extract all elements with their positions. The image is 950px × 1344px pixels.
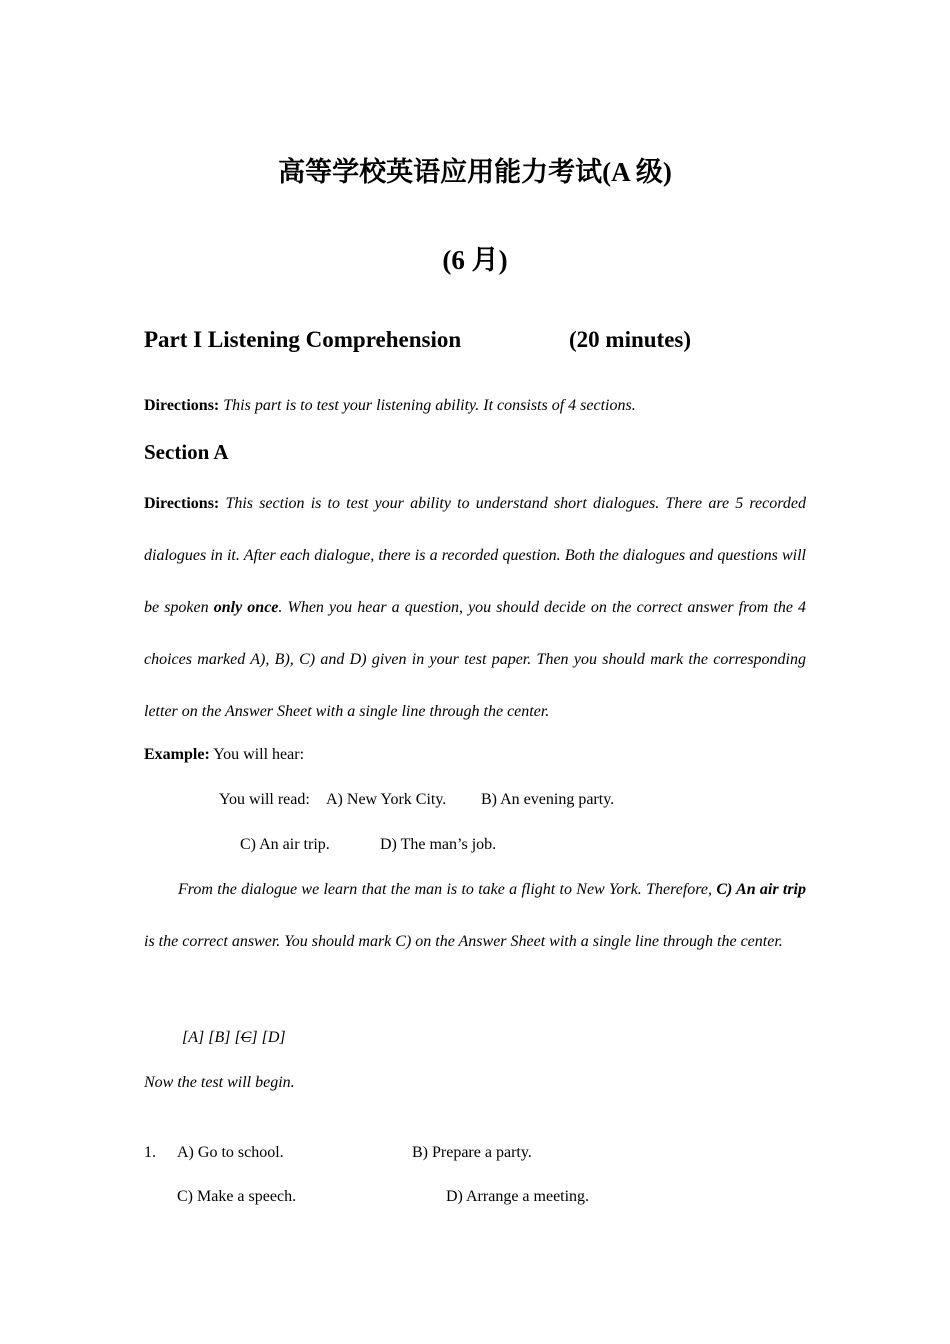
example-explanation-emphasis: C) An air trip	[716, 881, 807, 898]
example-option-a: A) New York City.	[326, 791, 447, 808]
example-explanation	[144, 864, 806, 968]
section-directions	[144, 478, 806, 738]
question-number: 1.	[144, 1144, 156, 1161]
part-time: (20 minutes)	[569, 327, 692, 352]
section-directions-text-1: This section is to test your ability to understand short dialogues. There are 5 recorded dialogues in it. After each dialogue, there is a recorded question. Both the dialogues and questions will be spoken	[144, 495, 806, 616]
page-title	[0, 150, 950, 189]
page-title-level: (A 级)	[602, 157, 672, 187]
part-directions-text: This part is to test your listening ability. It consists of 4 sections.	[223, 397, 636, 414]
page-title-cn: 高等学校英语应用能力考试	[278, 157, 603, 188]
question-option-b: B) Prepare a party.	[412, 1144, 532, 1161]
example-read-label: You will read:	[219, 791, 310, 808]
example-answer-marks	[182, 1029, 286, 1047]
page-subtitle-month: (6 月)	[442, 245, 508, 275]
question-option-c: C) Make a speech.	[177, 1188, 297, 1205]
part-directions-label: Directions:	[144, 397, 220, 414]
mark-before: [A] [B] [	[182, 1029, 241, 1046]
part-directions	[144, 397, 636, 415]
test-begin-note: Now the test will begin.	[144, 1074, 295, 1091]
section-directions-label: Directions:	[144, 495, 220, 512]
question-option-d: D) Arrange a meeting.	[446, 1188, 590, 1205]
example-line	[144, 746, 304, 764]
section-heading: Section A	[144, 440, 229, 464]
section-directions-emphasis: only once	[213, 599, 279, 616]
section-directions-text-2: . When you hear a question, you should decide on the correct answer from the 4 choices marked A), B), C) and D) given in your test paper. Then you should mark the corresponding letter on the Answer Sheet with a single line through the center.	[144, 599, 807, 720]
example-option-b: B) An evening party.	[481, 791, 615, 808]
part-heading: Part I Listening Comprehension	[144, 327, 462, 352]
mark-c-struck: C	[240, 1029, 252, 1046]
question-option-a: A) Go to school.	[177, 1144, 284, 1161]
example-explanation-text-1: From the dialogue we learn that the man is to take a flight to New York. Therefore,	[178, 881, 713, 898]
example-option-d: D) The man’s job.	[380, 836, 497, 853]
example-label: Example:	[144, 746, 210, 763]
example-hear: You will hear:	[213, 746, 305, 763]
example-option-c: C) An air trip.	[240, 836, 330, 853]
mark-after: ] [D]	[251, 1029, 286, 1046]
example-explanation-text-2: is the correct answer. You should mark C) on the Answer Sheet with a single line through the center.	[144, 933, 783, 950]
